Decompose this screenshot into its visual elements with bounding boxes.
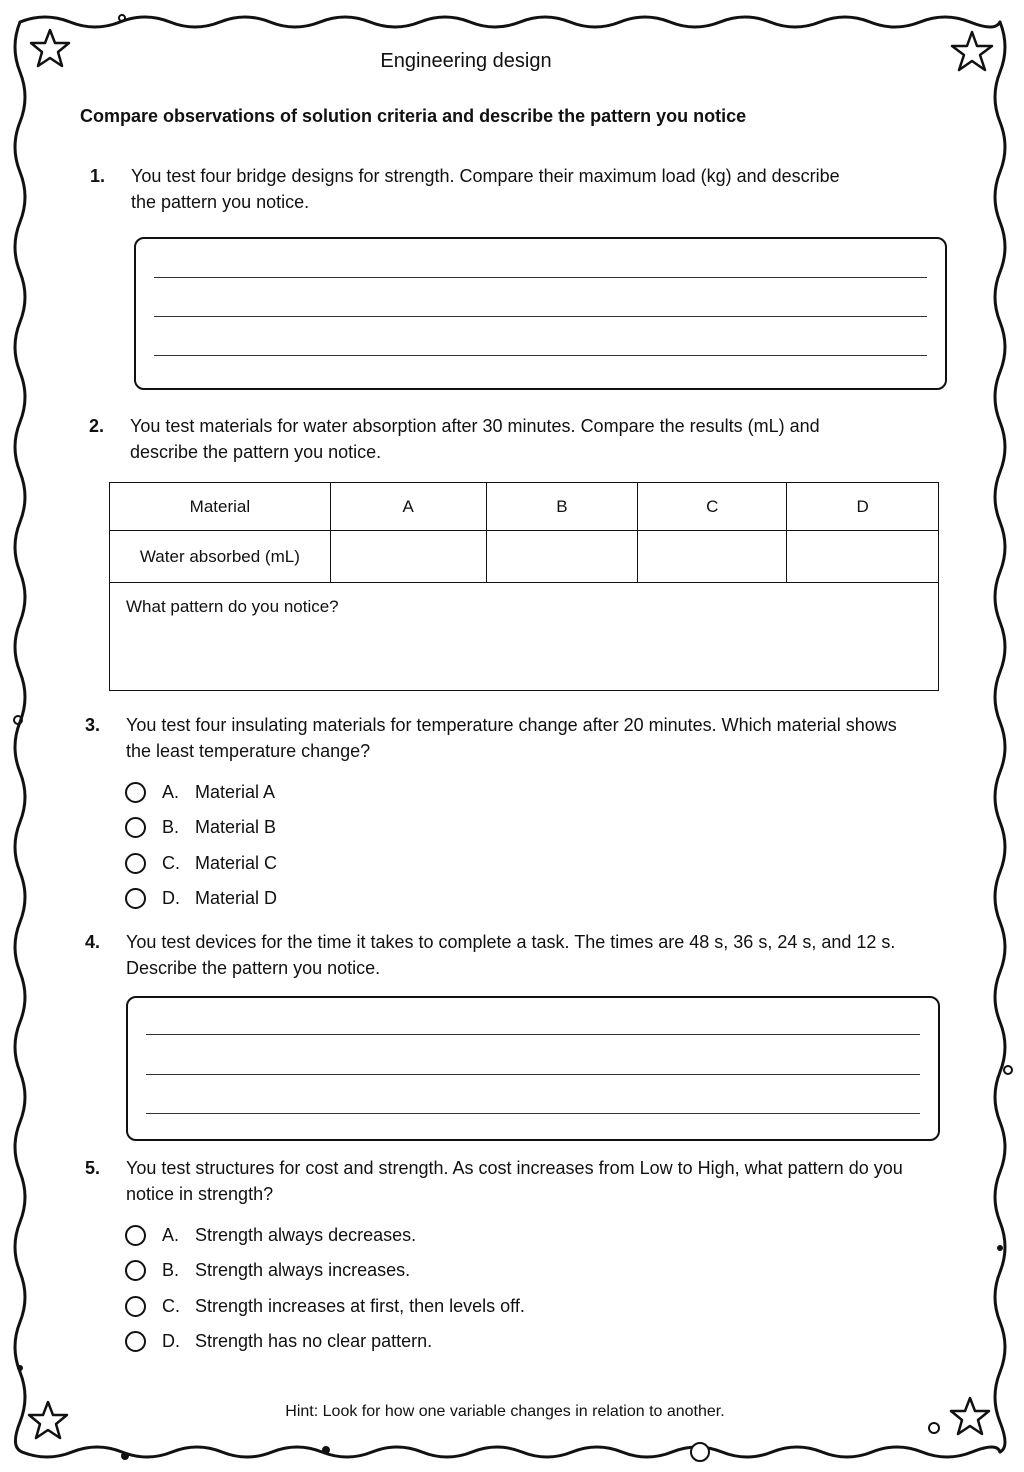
option-text: Material C [195, 852, 278, 873]
table-row [110, 531, 939, 583]
star-icon [952, 32, 992, 70]
radio-button[interactable] [125, 782, 146, 803]
question-3-text: You test four insulating materials for temperature change after 20 minutes. Which material shows the least temperature change? [126, 715, 897, 761]
radio-button[interactable] [125, 888, 146, 909]
question-4-number: 4. [85, 932, 101, 952]
question-2-number: 2. [89, 416, 105, 436]
q3-option-a[interactable] [125, 778, 275, 806]
answer-line [146, 1034, 920, 1035]
q5-option-b[interactable] [125, 1256, 410, 1284]
radio-button[interactable] [125, 1296, 146, 1317]
question-2-text: You test materials for water absorption after 30 minutes. Compare the results (mL) and describe the pattern you notice. [130, 416, 820, 462]
cell-d-input[interactable] [787, 531, 939, 583]
option-letter: C. [162, 1295, 180, 1316]
option-text: Material D [195, 887, 278, 908]
cell-c-input[interactable] [638, 531, 787, 583]
option-text: Strength has no clear pattern. [195, 1330, 433, 1351]
table-header-c: C [638, 483, 787, 531]
radio-button[interactable] [125, 1331, 146, 1352]
table-header-b: B [486, 483, 638, 531]
table-header-a: A [330, 483, 486, 531]
radio-button[interactable] [125, 1260, 146, 1281]
material-table [109, 482, 939, 691]
question-1-answer-box[interactable] [134, 237, 947, 390]
radio-button[interactable] [125, 1225, 146, 1246]
q5-option-d[interactable] [125, 1327, 432, 1355]
table-header-material: Material [110, 483, 331, 531]
border-bottom [22, 1447, 1000, 1457]
option-text: Strength always increases. [195, 1259, 411, 1280]
pattern-row [110, 583, 939, 691]
answer-line [154, 355, 927, 356]
radio-button[interactable] [125, 817, 146, 838]
q5-option-c[interactable] [125, 1292, 525, 1320]
question-3-number: 3. [85, 715, 101, 735]
border-right [995, 22, 1005, 1452]
option-text: Strength increases at first, then levels off. [195, 1295, 525, 1316]
question-4-text: You test devices for the time it takes to complete a task. The times are 48 s, 36 s, 24 s, and 12 s. Describe the pattern you notice. [126, 932, 896, 978]
question-5-text: You test structures for cost and strength. As cost increases from Low to High, what pattern do you notice in strength? [126, 1158, 903, 1204]
border-top [20, 17, 1000, 27]
option-letter: B. [162, 816, 180, 837]
question-4-answer-box[interactable] [126, 996, 940, 1141]
table-header-row [110, 483, 939, 531]
q5-option-a[interactable] [125, 1221, 416, 1249]
pattern-answer-cell[interactable] [110, 583, 939, 691]
q3-option-d[interactable] [125, 884, 277, 912]
hint-text: Hint: Look for how one variable changes in relation to another. [285, 1403, 725, 1420]
option-text: Material B [195, 816, 277, 837]
pattern-prompt: What pattern do you notice? [126, 597, 339, 616]
row-label-water-absorbed: Water absorbed (mL) [110, 531, 331, 583]
answer-line [146, 1113, 920, 1114]
option-letter: C. [162, 852, 180, 873]
question-1-text: You test four bridge designs for strength. Compare their maximum load (kg) and describe the pattern you notice. [131, 166, 840, 212]
answer-line [154, 277, 927, 278]
answer-line [146, 1074, 920, 1075]
border-left [15, 22, 25, 1452]
option-text: Material A [195, 781, 276, 802]
option-letter: B. [162, 1259, 180, 1280]
cell-a-input[interactable] [330, 531, 486, 583]
q3-option-c[interactable] [125, 849, 277, 877]
question-5-number: 5. [85, 1158, 101, 1178]
answer-line [154, 316, 927, 317]
option-letter: D. [162, 1330, 180, 1351]
option-letter: A. [162, 1224, 180, 1245]
option-text: Strength always decreases. [195, 1224, 417, 1245]
page-title: Engineering design [380, 50, 552, 72]
option-letter: A. [162, 781, 180, 802]
table-header-d: D [787, 483, 939, 531]
q3-option-b[interactable] [125, 813, 276, 841]
radio-button[interactable] [125, 853, 146, 874]
option-letter: D. [162, 887, 180, 908]
cell-b-input[interactable] [486, 531, 638, 583]
question-1-number: 1. [90, 166, 106, 186]
instructions-heading: Compare observations of solution criteria and describe the pattern you notice [80, 106, 747, 126]
